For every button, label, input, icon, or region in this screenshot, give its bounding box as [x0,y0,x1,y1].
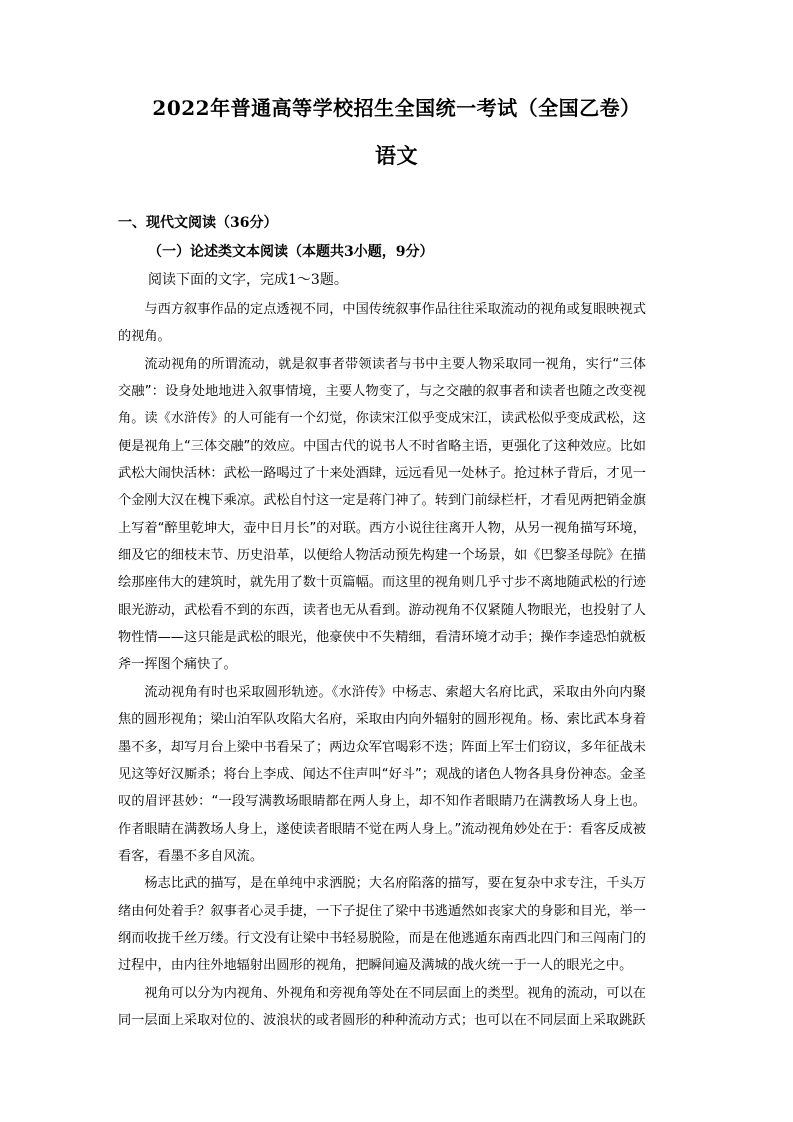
section-heading: 一、现代文阅读（36分） [118,215,278,231]
paragraph-2: 流动视角的所谓流动，就是叙事者带领读者与书中主要人物采取同一视角，实行“三体交融”：设身处地地进入叙事情境，主要人物变了，与之交融的叙事者和读者也随之改变视角。读《水浒传》的人可能有一个幻觉，你读宋江似乎变成宋江，读武松似乎变成武松，这便是视角上“三体交融”的效应。中国古代的说书人不时省略主语，更强化了这种效应。比如武松大闹快活林：武松一路喝过了十来处酒肆，远远看见一处林子。抢过林子背后，才见一个金刚大汉在槐下乘凉。武松自忖这一定是蒋门神了。转到门前绿栏杆，才看见两把销金旗上写着“醉里乾坤大，壶中日月长”的对联。西方小说往往离开人物，从另一视角描写环境，细及它的细枝末节、历史沿革，以便给人物活动预先构建一个场景，如《巴黎圣母院》在描绘那座伟大的建筑时，就先用了数十页篇幅。而这里的视角则几乎寸步不离地随武松的行迹眼光游动，武松看不到的东西，读者也无从看到。游动视角不仅紧随人物眼光，也投射了人物性情——这只能是武松的眼光，他豪侠中不失精细，看清环境才动手；操作李逵恐怕就板斧一挥图个痛快了。 [118,356,646,673]
exam-title: 2022年普通高等学校招生全国统一考试（全国乙卷） [152,96,641,120]
paragraph-4: 杨志比武的描写，是在单纯中求洒脱；大名府陷落的描写，要在复杂中求专注，千头万绪由何处着手？叙事者心灵手捷，一下子捉住了梁中书逃遁然如丧家犬的身影和目光，举一纲而收拢千丝万缕。行文没有让梁中书轻易脱险，而是在他逃遁东南西北四门和三闯南门的过程中，由内往外地辐射出圆形的视角，把瞬间遍及满城的战火统一于一人的眼光之中。 [118,876,646,974]
reading-passage [118,296,646,1034]
paragraph-5: 视角可以分为内视角、外视角和旁视角等处在不同层面上的类型。视角的流动，可以在同一层面上采取对位的、波浪状的或者圆形的种种流动方式；也可以在不同层面上采取跳跃 [118,985,646,1028]
paragraph-3: 流动视角有时也采取圆形轨迹。《水浒传》中杨志、索超大名府比武，采取由外向内聚焦的圆形视角；梁山泊军队攻陷大名府，采取由内向外辐射的圆形视角。杨、索比武本身着墨不多，却写月台上梁中书看呆了；两边众军官喝彩不迭；阵面上军士们窃议，多年征战未见这等好汉厮杀；将台上李成、闻达不住声叫“好斗”；观战的诸色人物各具身份神态。金圣叹的眉评甚妙：“一段写满教场眼睛都在两人身上，却不知作者眼睛乃在满教场人身上也。作者眼睛在满教场人身上，遂使读者眼睛不觉在两人身上。”流动视角妙处在于：看客反成被看客，看墨不多自风流。 [118,684,646,864]
exam-subject: 语文 [375,143,418,168]
reading-instruction: 阅读下面的文字，完成1～3题。 [148,272,348,288]
subsection-heading: （一）论述类文本阅读（本题共3小题，9分） [148,244,434,260]
paragraph-1: 与西方叙事作品的定点透视不同，中国传统叙事作品往往采取流动的视角或复眼映视式的视角。 [118,302,646,345]
